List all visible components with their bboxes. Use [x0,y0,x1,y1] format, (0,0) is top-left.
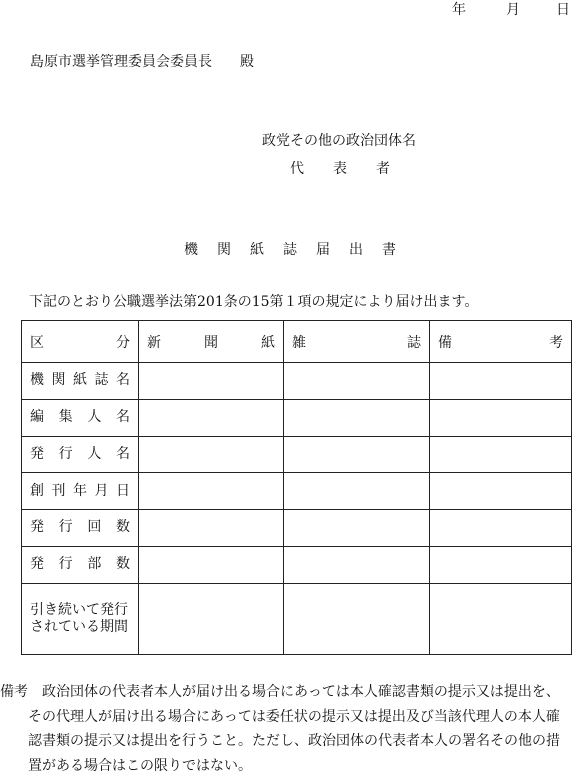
note-label: 備考 [0,684,28,700]
cell-magazine[interactable] [284,510,430,547]
table-row [22,473,572,510]
header-newspaper: 新 聞 紙 [139,321,284,363]
notification-table [21,320,572,655]
header-magazine: 雑 誌 [284,321,430,363]
note-line-2: その代理人が届け出る場合にあっては委任状の提示又は提出及び当該代理人の本人確 [28,708,560,725]
date-month: 月 [506,2,520,18]
table-row [22,546,572,583]
cell-remarks[interactable] [430,473,572,510]
note-line-4: 置がある場合はこの限りではない。 [28,757,252,774]
header-category: 区 分 [22,321,139,363]
cell-remarks[interactable] [430,546,572,583]
representative-label: 代 表 者 [290,161,390,177]
cell-magazine[interactable] [284,473,430,510]
remarks-note [0,680,560,778]
cell-magazine[interactable] [284,546,430,583]
row-label-issue-frequency: 発 行 回 数 [22,510,139,547]
addressee: 島原市選挙管理委員会委員長 殿 [30,54,254,70]
cell-newspaper[interactable] [139,473,284,510]
note-line-3: 認書類の提示又は提出を行うこと。ただし、政治団体の代表者本人の署名その他の措 [28,733,560,749]
cell-newspaper[interactable] [139,436,284,473]
cell-newspaper[interactable] [139,583,284,655]
cell-remarks[interactable] [430,363,572,400]
table-row [22,399,572,436]
table-row [22,436,572,473]
cell-magazine[interactable] [284,436,430,473]
row-label-publisher-name: 発 行 人 名 [22,436,139,473]
intro-text: 下記のとおり公職選挙法第201条の15第１項の規定により届け出ます。 [29,294,479,310]
note-line-1: 備考 政治団体の代表者本人が届け出る場合にあっては本人確認書類の提示又は提出を、 [0,684,560,700]
organization-name-label: 政党その他の政治団体名 [262,133,416,149]
table-header-row [22,321,572,363]
row-label-editor-name: 編 集 人 名 [22,399,139,436]
cell-newspaper[interactable] [139,546,284,583]
table-row [22,583,572,655]
row-label-first-issue-date: 創 刊 年 月 日 [22,473,139,510]
cell-remarks[interactable] [430,583,572,655]
table-row [22,510,572,547]
cell-magazine[interactable] [284,363,430,400]
row-label-circulation: 発 行 部 数 [22,546,139,583]
cell-remarks[interactable] [430,436,572,473]
cell-magazine[interactable] [284,583,430,655]
date-day: 日 [556,2,570,18]
row-label-publication-name: 機 関 紙 誌 名 [22,363,139,400]
header-remarks: 備 考 [430,321,572,363]
cell-remarks[interactable] [430,399,572,436]
date-year: 年 [452,2,466,18]
document-title: 機 関 紙 誌 届 出 書 [184,242,396,258]
table-row [22,363,572,400]
date-line [452,0,570,19]
cell-remarks[interactable] [430,510,572,547]
cell-newspaper[interactable] [139,510,284,547]
cell-magazine[interactable] [284,399,430,436]
cell-newspaper[interactable] [139,363,284,400]
cell-newspaper[interactable] [139,399,284,436]
row-label-continuous-period: 引き続いて発行 されている期間 [22,583,139,655]
